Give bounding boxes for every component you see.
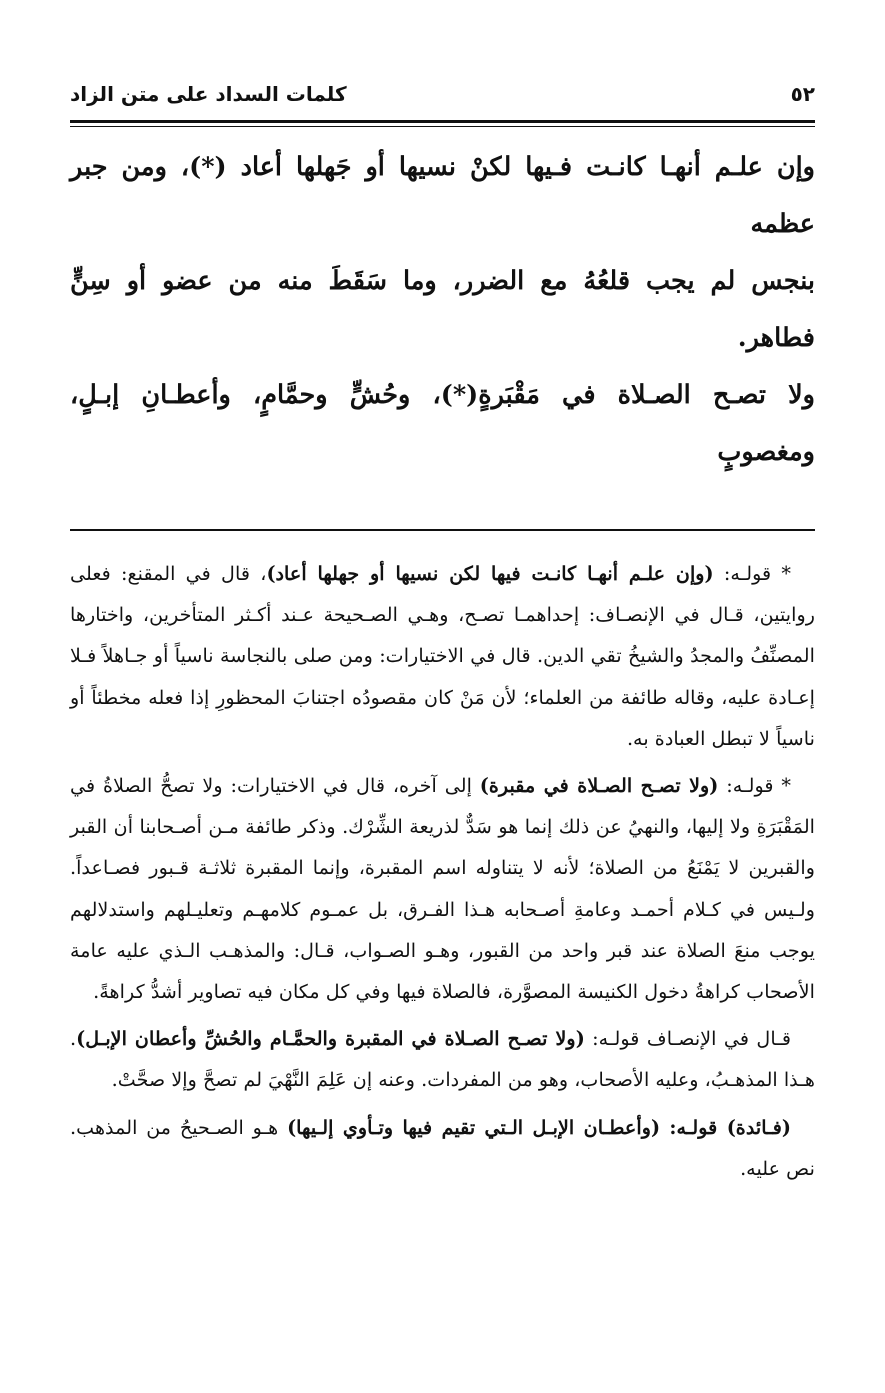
- commentary-lead: * قولـه:: [718, 774, 791, 798]
- main-text-line: وإن علـم أنهـا كانـت فـيها لكنْ نسيها أو جَهلها أعاد (*)، ومن جبر عظمه: [70, 152, 815, 239]
- commentary-text: ، قال في المقنع: فعلى روايتين، قـال في الإنصـاف: إحداهمـا تصـح، وهـي الصـحيحة عـند أكـثر المتأخرين، واختارها المصنِّفُ والمجدُ والشيخُ تقي الدين. قال في الاختيارات: ومن صلى بالنجاسة ناسياً أو جـاهلاً فـلا إعـادة عليه، وقاله طائفة من العلماء؛ لأن مَنْ كان مقصودُه اجتنابَ المحظورِ إذا فعله مخطئاً أو ناسياً لا تبطل العبادة به.: [70, 562, 815, 750]
- commentary-paragraph: [70, 765, 815, 1012]
- commentary-text: إلى آخره، قال في الاختيارات: ولا تصحُّ الصلاةُ في المَقْبَرَةِ ولا إليها، والنهيُ عن ذلك إنما هو سَدٌّ لذريعة الشِّرْك. وذكر طائفة مـن أصـحابنا أن القبر والقبرين لا يَمْنَعُ من الصلاة؛ لأنه لا يتناوله اسم المقبرة، وإنما المقبرة ثلاثـة قـبور فصـاعداً. ولـيس في كـلام أحمـد وعامةِ أصـحابه هـذا الفـرق، بل عمـوم كلامهـم وتعليـلهم واستدلالهم يوجب منعَ الصلاة عند قبر واحد من القبور، وهـو الصـواب، قـال: والمذهـب الـذي عليه عامة الأصحاب كراهةُ دخول الكنيسة المصوَّرة، فالصلاة فيها وفي كل مكان فيه تصاوير أشدُّ كراهةً.: [70, 774, 815, 1004]
- commentary-quote: (وإن علـم أنهـا كانـت فيها لكن نسيها أو جهلها أعاد): [266, 562, 714, 585]
- book-title: كلمات السداد على متن الزاد: [70, 82, 347, 106]
- commentary-text: . هـذا المذهـبُ، وعليه الأصحاب، وهو من المفردات. وعنه إن عَلِمَ النَّهْيَ لم تصحَّ وإلا صحَّتْ.: [70, 1027, 815, 1092]
- commentary-quote: (ولا تصـح الصـلاة في مقبرة): [479, 774, 719, 798]
- commentary-text: هـو الصـحيحُ من المذهب. نص عليه.: [70, 1115, 815, 1180]
- commentary-paragraph: [70, 553, 815, 759]
- commentary-lead: * قولـه:: [713, 562, 791, 585]
- main-text-line: بنجس لم يجب قلعُهُ مع الضرر، وما سَقَطَ منه من عضو أو سِنٍّ فطاهر.: [70, 266, 815, 353]
- footnote-separator: [70, 529, 815, 531]
- commentary-paragraph: [70, 1018, 815, 1100]
- page-number: ٥٢: [790, 82, 815, 106]
- header-rule: [70, 120, 815, 123]
- header-rule-thin: [70, 126, 815, 127]
- commentary-quote: (فـائدة) قولـه: (وأعطـان الإبـل الـتي تقيم فيها وتـأوي إلـيها): [287, 1115, 791, 1139]
- main-text-line: ولا تصـح الصـلاة في مَقْبَرةٍ(*)، وحُشٍّ وحمَّامٍ، وأعطـانِ إبـلٍ، ومغصوبٍ: [70, 380, 815, 467]
- page: [70, 82, 815, 1195]
- commentary: [70, 553, 815, 1189]
- running-header: [70, 82, 815, 116]
- commentary-paragraph: [70, 1107, 815, 1189]
- main-text: [70, 139, 815, 481]
- commentary-quote: (ولا تصـح الصـلاة في المقبرة والحمَّـام والحُشِّ وأعطان الإبـل): [76, 1027, 585, 1051]
- commentary-lead: قـال في الإنصـاف قولـه:: [584, 1027, 791, 1051]
